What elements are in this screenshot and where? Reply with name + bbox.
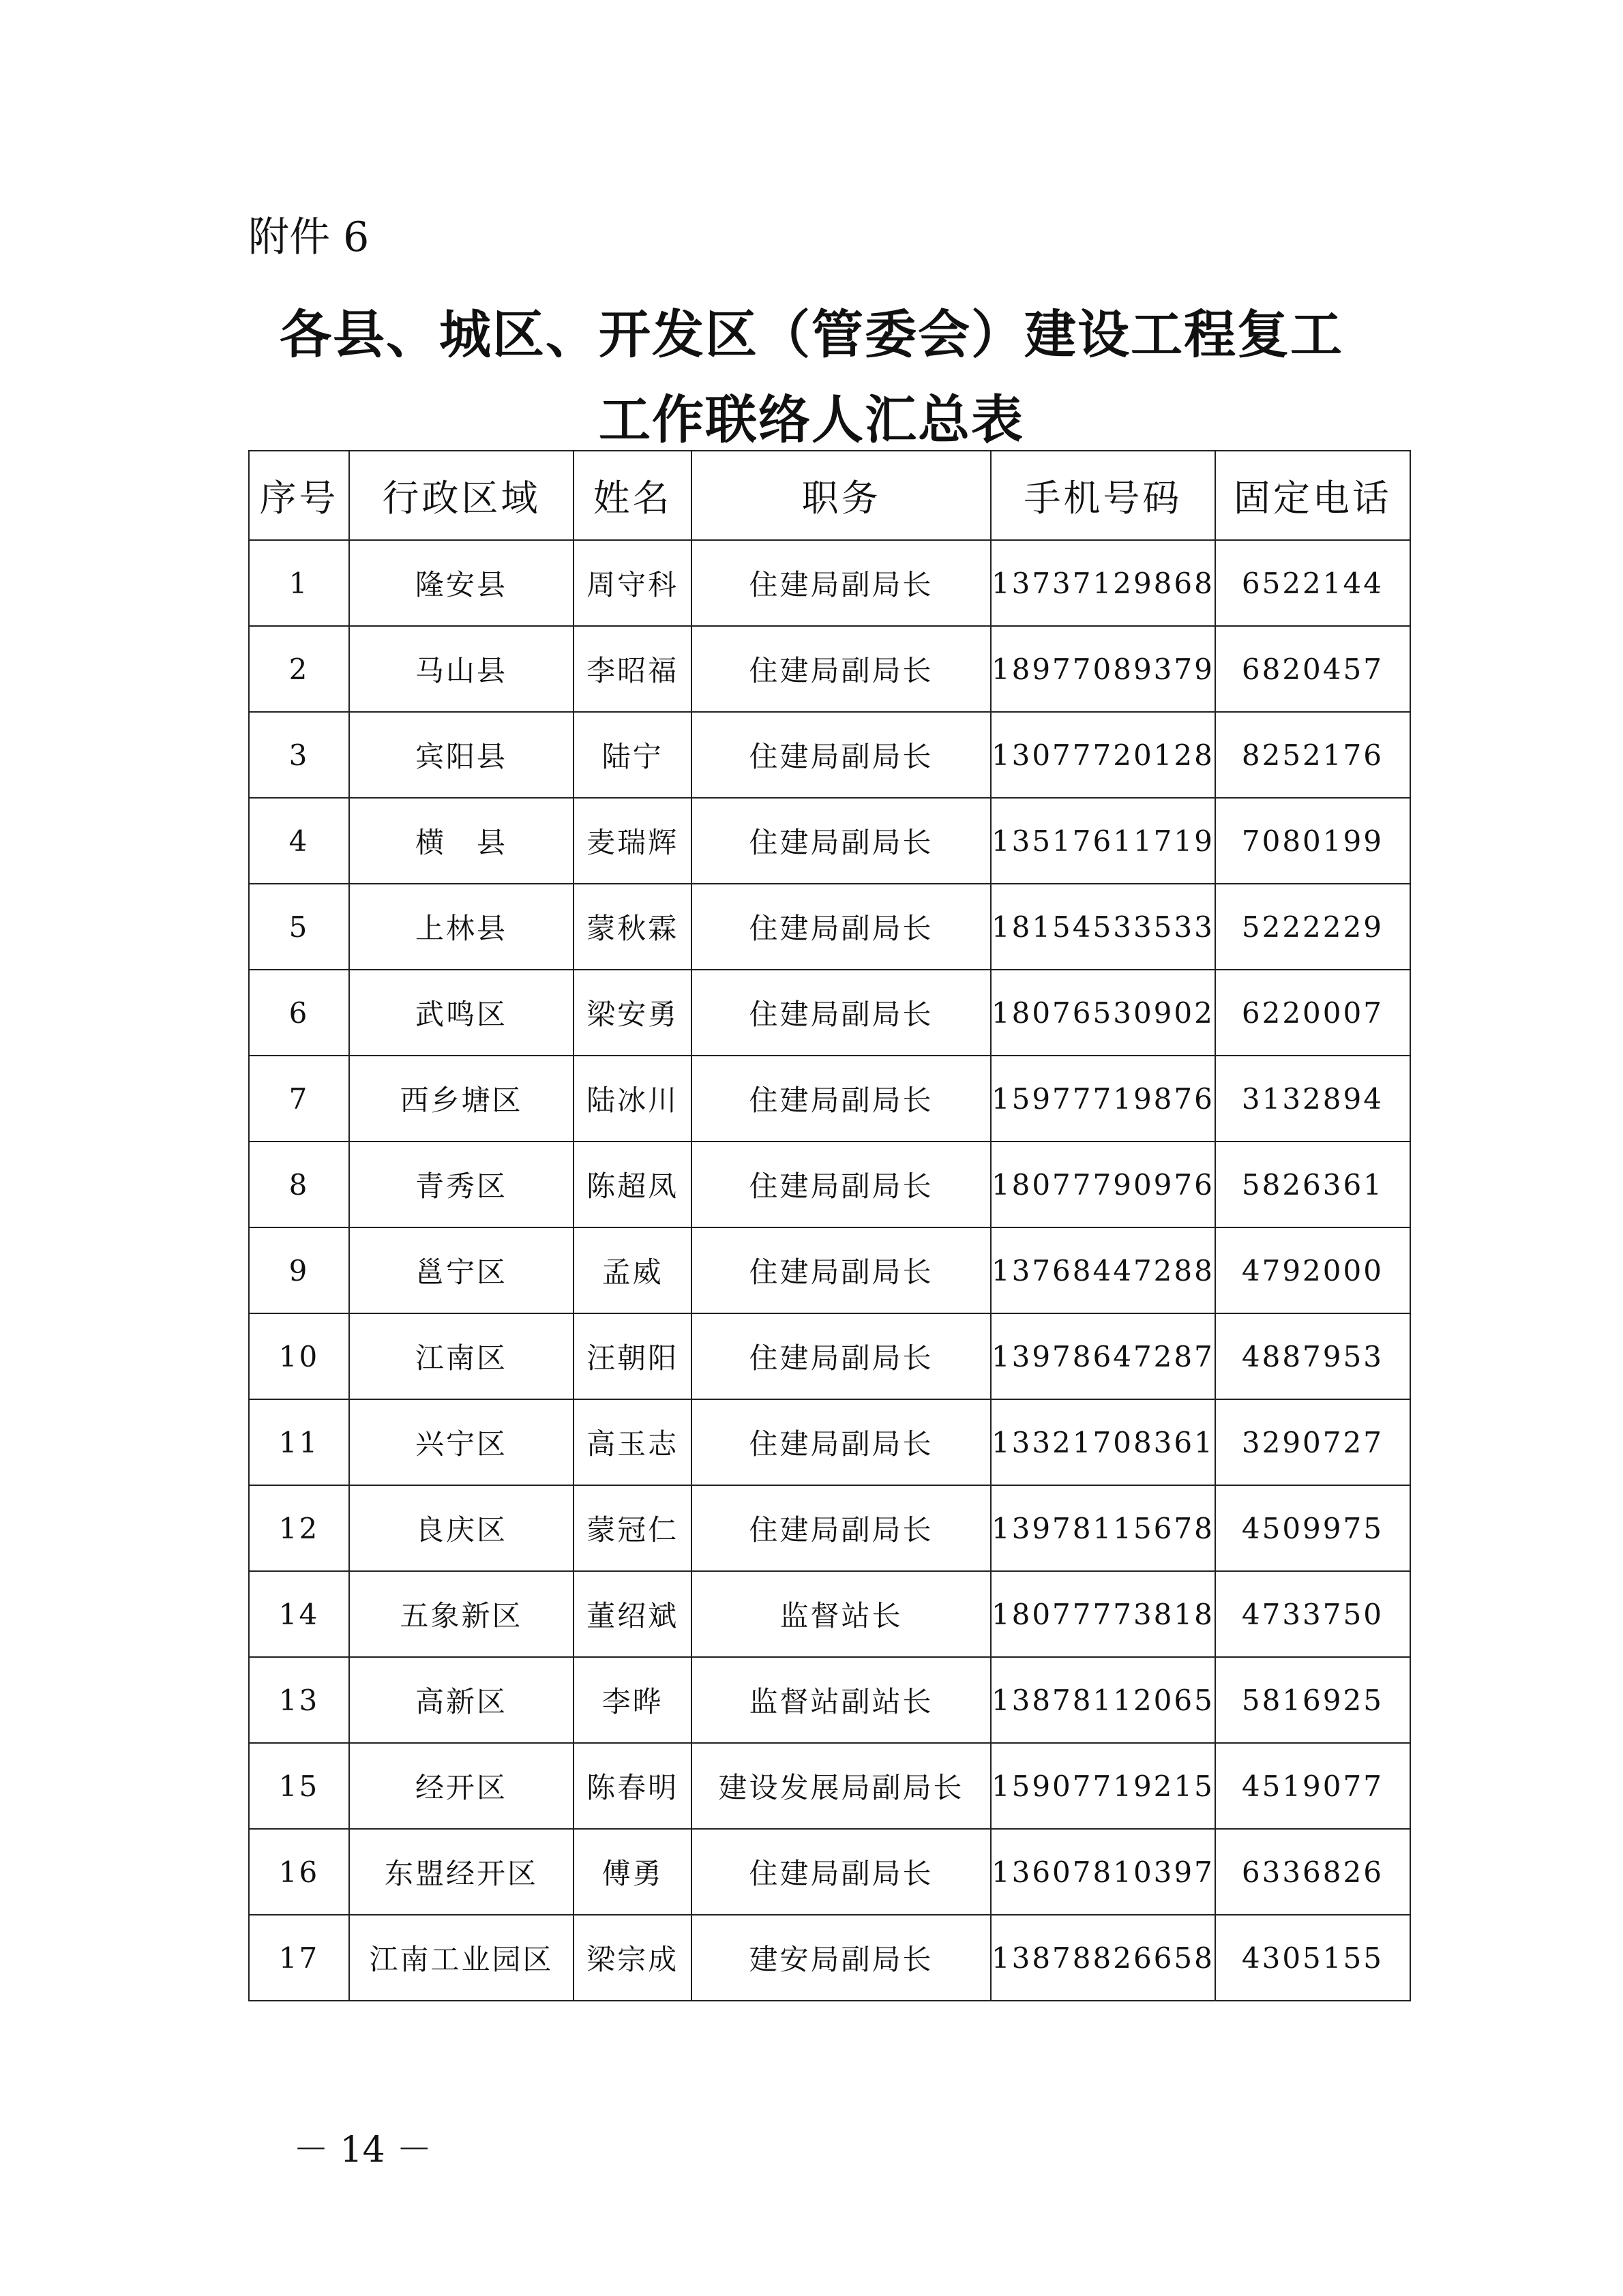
cell-mobile: 13737129868 — [991, 540, 1215, 626]
cell-region: 五象新区 — [349, 1571, 574, 1657]
cell-landline: 4509975 — [1215, 1485, 1410, 1571]
cell-landline: 6336826 — [1215, 1829, 1410, 1915]
table-row — [249, 884, 1410, 970]
table-row — [249, 1743, 1410, 1829]
cell-position: 监督站长 — [691, 1571, 991, 1657]
cell-mobile: 18154533533 — [991, 884, 1215, 970]
cell-index: 14 — [249, 1571, 349, 1657]
cell-name: 汪朝阳 — [574, 1313, 691, 1399]
table-row — [249, 1657, 1410, 1743]
cell-name: 蒙秋霖 — [574, 884, 691, 970]
page-title-line-1: 各县、城区、开发区（管委会）建设工程复工 — [280, 304, 1343, 365]
cell-region: 东盟经开区 — [349, 1829, 574, 1915]
cell-name: 陆冰川 — [574, 1056, 691, 1142]
cell-position: 建安局副局长 — [691, 1915, 991, 2001]
table-row — [249, 1485, 1410, 1571]
cell-mobile: 15907719215 — [991, 1743, 1215, 1829]
cell-name: 蒙冠仁 — [574, 1485, 691, 1571]
cell-region: 宾阳县 — [349, 712, 574, 798]
cell-mobile: 15977719876 — [991, 1056, 1215, 1142]
cell-index: 11 — [249, 1399, 349, 1485]
cell-region: 武鸣区 — [349, 970, 574, 1056]
cell-mobile: 13077720128 — [991, 712, 1215, 798]
cell-position: 住建局副局长 — [691, 626, 991, 712]
cell-position: 住建局副局长 — [691, 1142, 991, 1227]
cell-region: 西乡塘区 — [349, 1056, 574, 1142]
cell-name: 孟威 — [574, 1227, 691, 1313]
table-row — [249, 1142, 1410, 1227]
cell-mobile: 13878826658 — [991, 1915, 1215, 2001]
cell-name: 梁安勇 — [574, 970, 691, 1056]
cell-landline: 8252176 — [1215, 712, 1410, 798]
page-number: － 14 － — [293, 2130, 432, 2171]
cell-landline: 5826361 — [1215, 1142, 1410, 1227]
cell-position: 住建局副局长 — [691, 884, 991, 970]
cell-position: 住建局副局长 — [691, 1485, 991, 1571]
cell-position: 住建局副局长 — [691, 798, 991, 884]
cell-mobile: 13978647287 — [991, 1313, 1215, 1399]
cell-region: 上林县 — [349, 884, 574, 970]
table-row — [249, 1313, 1410, 1399]
cell-position: 建设发展局副局长 — [691, 1743, 991, 1829]
cell-name: 麦瑞辉 — [574, 798, 691, 884]
cell-region: 青秀区 — [349, 1142, 574, 1227]
cell-index: 8 — [249, 1142, 349, 1227]
cell-landline: 4792000 — [1215, 1227, 1410, 1313]
cell-landline: 4733750 — [1215, 1571, 1410, 1657]
cell-index: 10 — [249, 1313, 349, 1399]
table-header-row — [249, 451, 1410, 540]
page-title-line-2: 工作联络人汇总表 — [599, 389, 1024, 450]
cell-position: 住建局副局长 — [691, 1227, 991, 1313]
cell-landline: 4887953 — [1215, 1313, 1410, 1399]
cell-position: 住建局副局长 — [691, 712, 991, 798]
cell-position: 监督站副站长 — [691, 1657, 991, 1743]
cell-region: 邕宁区 — [349, 1227, 574, 1313]
header-name: 姓名 — [574, 451, 691, 540]
cell-landline: 5816925 — [1215, 1657, 1410, 1743]
cell-region: 横 县 — [349, 798, 574, 884]
cell-index: 12 — [249, 1485, 349, 1571]
cell-region: 江南区 — [349, 1313, 574, 1399]
cell-position: 住建局副局长 — [691, 1829, 991, 1915]
cell-position: 住建局副局长 — [691, 1313, 991, 1399]
cell-mobile: 13517611719 — [991, 798, 1215, 884]
table-row — [249, 712, 1410, 798]
cell-position: 住建局副局长 — [691, 540, 991, 626]
cell-index: 16 — [249, 1829, 349, 1915]
table-row — [249, 626, 1410, 712]
cell-position: 住建局副局长 — [691, 1399, 991, 1485]
cell-landline: 6220007 — [1215, 970, 1410, 1056]
table-row — [249, 798, 1410, 884]
cell-name: 高玉志 — [574, 1399, 691, 1485]
table-row — [249, 1227, 1410, 1313]
cell-name: 李晔 — [574, 1657, 691, 1743]
cell-index: 4 — [249, 798, 349, 884]
cell-index: 17 — [249, 1915, 349, 2001]
cell-position: 住建局副局长 — [691, 1056, 991, 1142]
cell-landline: 6820457 — [1215, 626, 1410, 712]
cell-index: 6 — [249, 970, 349, 1056]
cell-name: 陈春明 — [574, 1743, 691, 1829]
cell-index: 2 — [249, 626, 349, 712]
cell-index: 3 — [249, 712, 349, 798]
table-row — [249, 540, 1410, 626]
header-region: 行政区域 — [349, 451, 574, 540]
cell-name: 傅勇 — [574, 1829, 691, 1915]
cell-mobile: 18977089379 — [991, 626, 1215, 712]
cell-mobile: 13321708361 — [991, 1399, 1215, 1485]
table-row — [249, 1571, 1410, 1657]
cell-region: 隆安县 — [349, 540, 574, 626]
cell-mobile: 13878112065 — [991, 1657, 1215, 1743]
header-mobile: 手机号码 — [991, 451, 1215, 540]
table-row — [249, 1915, 1410, 2001]
cell-landline: 7080199 — [1215, 798, 1410, 884]
cell-mobile: 13607810397 — [991, 1829, 1215, 1915]
cell-name: 董绍斌 — [574, 1571, 691, 1657]
header-position: 职务 — [691, 451, 991, 540]
attachment-label: 附件 6 — [248, 213, 370, 261]
cell-mobile: 13978115678 — [991, 1485, 1215, 1571]
table-row — [249, 970, 1410, 1056]
cell-position: 住建局副局长 — [691, 970, 991, 1056]
cell-index: 9 — [249, 1227, 349, 1313]
cell-landline: 5222229 — [1215, 884, 1410, 970]
contact-table — [248, 450, 1411, 2001]
table-row — [249, 1829, 1410, 1915]
cell-region: 马山县 — [349, 626, 574, 712]
cell-region: 兴宁区 — [349, 1399, 574, 1485]
header-landline: 固定电话 — [1215, 451, 1410, 540]
cell-mobile: 18077773818 — [991, 1571, 1215, 1657]
cell-landline: 6522144 — [1215, 540, 1410, 626]
cell-index: 15 — [249, 1743, 349, 1829]
table-row — [249, 1399, 1410, 1485]
cell-landline: 4305155 — [1215, 1915, 1410, 2001]
cell-index: 13 — [249, 1657, 349, 1743]
cell-name: 李昭福 — [574, 626, 691, 712]
cell-landline: 3290727 — [1215, 1399, 1410, 1485]
cell-region: 经开区 — [349, 1743, 574, 1829]
cell-index: 1 — [249, 540, 349, 626]
cell-mobile: 13768447288 — [991, 1227, 1215, 1313]
cell-region: 江南工业园区 — [349, 1915, 574, 2001]
cell-name: 陈超凤 — [574, 1142, 691, 1227]
cell-name: 周守科 — [574, 540, 691, 626]
cell-landline: 3132894 — [1215, 1056, 1410, 1142]
cell-mobile: 18077790976 — [991, 1142, 1215, 1227]
table-row — [249, 1056, 1410, 1142]
header-index: 序号 — [249, 451, 349, 540]
cell-region: 高新区 — [349, 1657, 574, 1743]
cell-name: 梁宗成 — [574, 1915, 691, 2001]
cell-index: 5 — [249, 884, 349, 970]
cell-name: 陆宁 — [574, 712, 691, 798]
cell-region: 良庆区 — [349, 1485, 574, 1571]
cell-landline: 4519077 — [1215, 1743, 1410, 1829]
cell-mobile: 18076530902 — [991, 970, 1215, 1056]
cell-index: 7 — [249, 1056, 349, 1142]
